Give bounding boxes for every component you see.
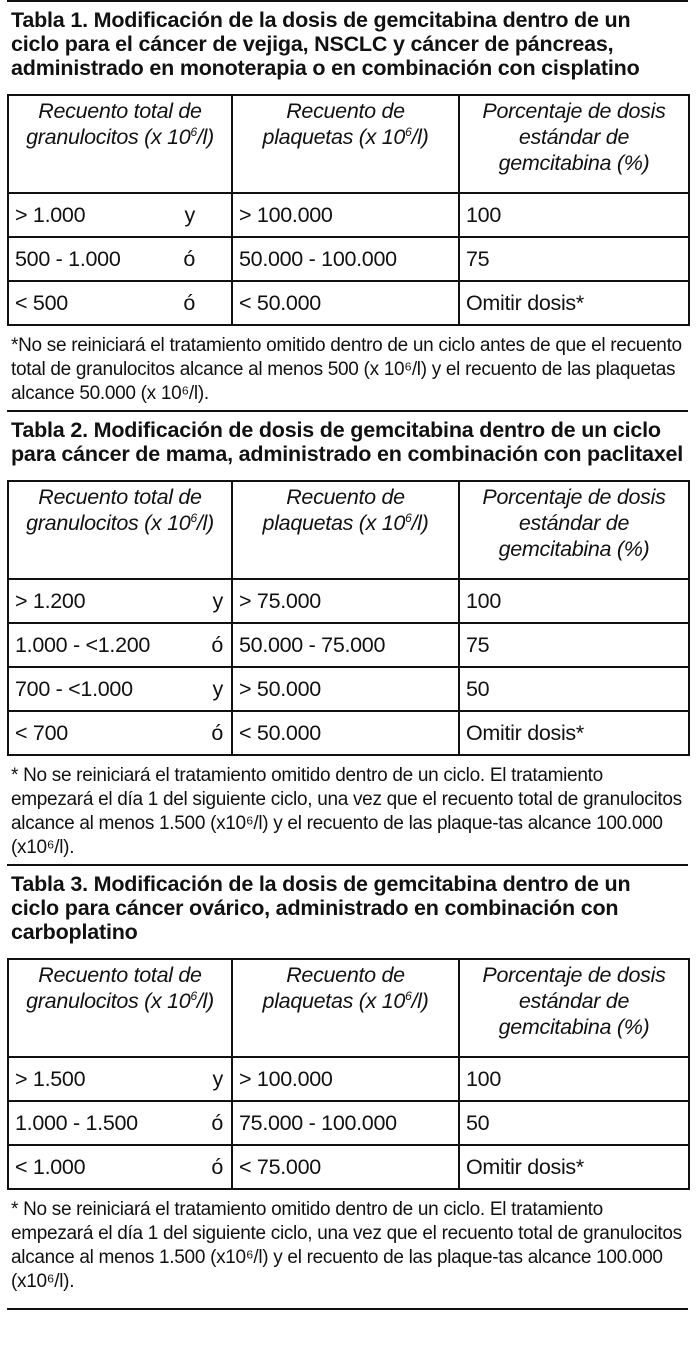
granulocytes-value: < 1.000 — [15, 1154, 86, 1179]
percent-value: 75 — [459, 623, 689, 667]
header-granulocytes: Recuento total de granulocitos (x $10^6/l$) — [8, 481, 232, 579]
header-percent: Porcentaje de dosis estándar de gemcitabina (%) — [459, 481, 689, 579]
granulocytes-value: 1.000 - <1.200 — [15, 632, 151, 657]
document-page — [7, 0, 688, 1310]
table-row — [8, 281, 689, 325]
table-row — [8, 623, 689, 667]
table-2-title: Tabla 2. Modificación de dosis de gemcitabina dentro de un ciclo para cáncer de mama, administrado en combinación con paclitaxel — [11, 418, 684, 466]
granulocytes-value: < 500 — [15, 290, 68, 315]
platelets-value: 50.000 - 100.000 — [232, 237, 459, 281]
platelets-value: > 100.000 — [232, 193, 459, 237]
platelets-value: > 50.000 — [232, 667, 459, 711]
table-2-footnote: * No se reiniciará el tratamiento omitido dentro de un ciclo. El tratamiento empezará el día 1 del siguiente ciclo, una vez que el recuento total de granulocitos alcance al menos 1.500 (x10⁶/l) y el recuento de las plaque-tas alcance 100.000 (x10⁶/l). — [11, 765, 682, 858]
conjunction: ó — [211, 1154, 223, 1179]
table-3-section — [7, 864, 688, 1298]
platelets-value: 75.000 - 100.000 — [232, 1101, 459, 1145]
percent-value: 100 — [459, 193, 689, 237]
header-platelets: Recuento de plaquetas (x $10^6/l$) — [232, 959, 459, 1057]
percent-value: Omitir dosis* — [459, 1145, 689, 1189]
header-platelets: Recuento de plaquetas (x $10^6/l$) — [232, 481, 459, 579]
granulocytes-value: 700 - <1.000 — [15, 676, 133, 701]
granulocytes-value: > 1.500 — [15, 1066, 86, 1091]
header-platelets: Recuento de plaquetas (x $10^6/l$) — [232, 95, 459, 193]
table-row — [8, 667, 689, 711]
table-1-footnote: *No se reiniciará el tratamiento omitido dentro de un ciclo antes de que el recuento total de granulocitos alcance al menos 500 (x 10⁶/l) y el recuento de las plaquetas alcance 50.000 (x 10⁶/l). — [11, 335, 682, 404]
table-row — [8, 711, 689, 755]
conjunction: ó — [183, 290, 195, 315]
platelets-value: < 50.000 — [232, 281, 459, 325]
percent-value: 75 — [459, 237, 689, 281]
header-granulocytes: Recuento total de granulocitos (x $10^6/l$) — [8, 959, 232, 1057]
conjunction: y — [184, 202, 195, 227]
table-1-title: Tabla 1. Modificación de la dosis de gemcitabina dentro de un ciclo para el cáncer de vejiga, NSCLC y cáncer de páncreas, administrado en monoterapia o en combinación con cisplatino — [11, 8, 640, 80]
header-granulocytes: Recuento total de granulocitos (x $10^6/l$) — [8, 95, 232, 193]
table-row — [8, 237, 689, 281]
platelets-value: > 75.000 — [232, 579, 459, 623]
table-3-footnote: * No se reiniciará el tratamiento omitido dentro de un ciclo. El tratamiento empezará el día 1 del siguiente ciclo, una vez que el recuento total de granulocitos alcance al menos 1.500 (x10⁶/l) y el recuento de las plaque-tas alcance 100.000 (x10⁶/l). — [11, 1199, 682, 1292]
conjunction: y — [212, 588, 223, 613]
table-1-section — [7, 0, 688, 410]
percent-value: 100 — [459, 1057, 689, 1101]
conjunction: y — [212, 676, 223, 701]
dose-table-2 — [7, 480, 690, 756]
table-row — [8, 1057, 689, 1101]
granulocytes-value: < 700 — [15, 720, 68, 745]
table-header-row — [8, 959, 689, 1057]
table-header-row — [8, 95, 689, 193]
granulocytes-value: > 1.000 — [15, 202, 86, 227]
platelets-value: < 50.000 — [232, 711, 459, 755]
percent-value: 100 — [459, 579, 689, 623]
table-3-title: Tabla 3. Modificación de la dosis de gemcitabina dentro de un ciclo para cáncer ovárico, administrado en combinación con carboplatino — [11, 872, 631, 944]
header-percent: Porcentaje de dosis estándar de gemcitabina (%) — [459, 959, 689, 1057]
dose-table-3 — [7, 958, 690, 1190]
conjunction: ó — [211, 1110, 223, 1135]
granulocytes-value: 1.000 - 1.500 — [15, 1110, 138, 1135]
granulocytes-value: 500 - 1.000 — [15, 246, 121, 271]
table-row — [8, 1101, 689, 1145]
platelets-value: > 100.000 — [232, 1057, 459, 1101]
granulocytes-value: > 1.200 — [15, 588, 86, 613]
percent-value: 50 — [459, 667, 689, 711]
bottom-rule — [7, 1308, 688, 1310]
table-header-row — [8, 481, 689, 579]
table-2-section — [7, 410, 688, 864]
table-row — [8, 193, 689, 237]
table-row — [8, 579, 689, 623]
dose-table-1 — [7, 94, 690, 326]
conjunction: y — [212, 1066, 223, 1091]
platelets-value: 50.000 - 75.000 — [232, 623, 459, 667]
platelets-value: < 75.000 — [232, 1145, 459, 1189]
percent-value: Omitir dosis* — [459, 711, 689, 755]
conjunction: ó — [183, 246, 195, 271]
percent-value: 50 — [459, 1101, 689, 1145]
conjunction: ó — [211, 632, 223, 657]
header-percent: Porcentaje de dosis estándar de gemcitabina (%) — [459, 95, 689, 193]
percent-value: Omitir dosis* — [459, 281, 689, 325]
table-row — [8, 1145, 689, 1189]
conjunction: ó — [211, 720, 223, 745]
